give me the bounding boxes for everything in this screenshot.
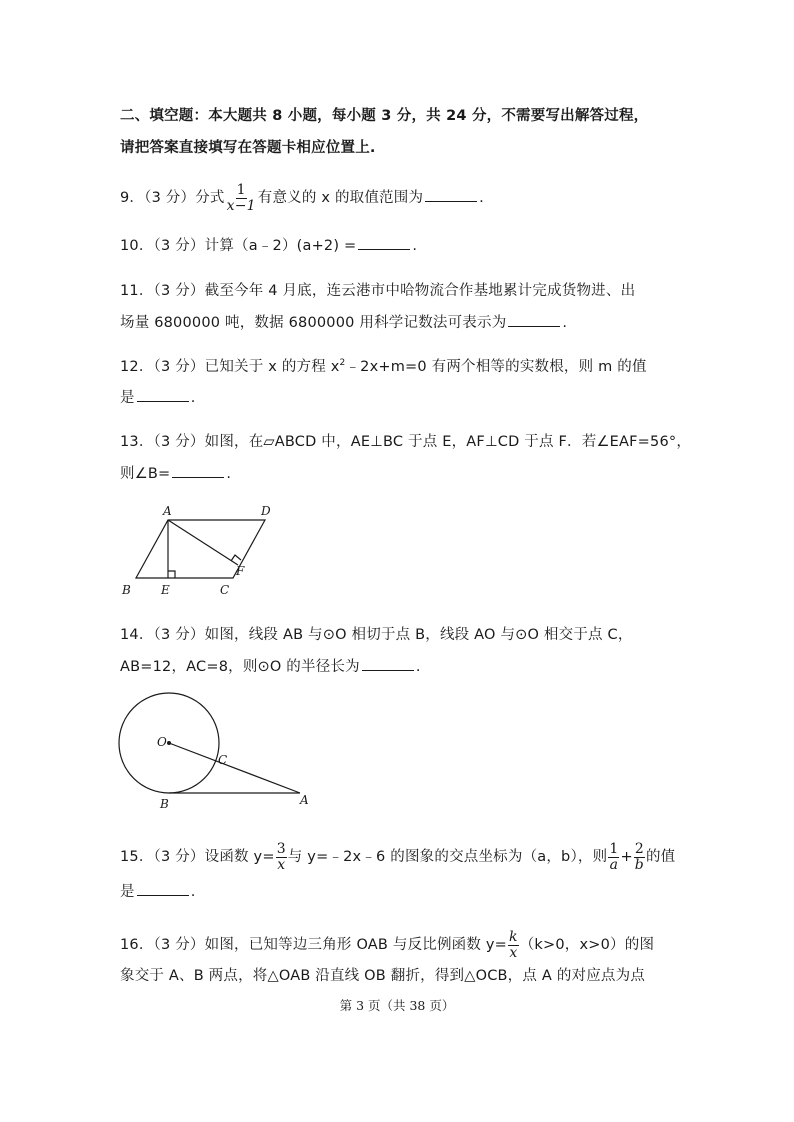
q16-fraction-k-over-x	[508, 930, 519, 960]
question-13-line-1: 13．（3 分）如图，在▱ABCD 中，AE⊥BC 于点 E，AF⊥CD 于点 F．若∠EAF=56°，	[120, 434, 692, 450]
q15-plus: +	[620, 849, 633, 865]
question-15-line-1	[120, 842, 675, 872]
right-angle-mark-f	[231, 555, 241, 561]
q15-fraction-2-over-b	[634, 842, 645, 872]
q15-end: .	[190, 884, 196, 900]
label-b: B	[122, 583, 131, 597]
question-16-line-2: 象交于 A、B 两点，将△OAB 沿直线 OB 翻折，得到△OCB，点 A 的对应点为点	[120, 968, 646, 984]
question-14-line-2	[120, 655, 421, 676]
q14-answer-blank	[362, 669, 414, 671]
label-d: D	[261, 504, 271, 518]
right-angle-mark-e	[168, 571, 175, 578]
q15-line-2-text: 是	[120, 884, 135, 900]
q10-answer-blank	[358, 248, 410, 250]
question-16-line-1	[120, 930, 654, 960]
q15-f1-numerator: 3	[276, 841, 286, 857]
q13-end: .	[226, 466, 232, 482]
q11-end: .	[562, 315, 568, 331]
q12-superscript: 2	[339, 358, 346, 369]
q10-text: 10．（3 分）计算（a﹣2）(a+2) =	[120, 238, 357, 254]
q14-circle-tangent-figure	[110, 680, 320, 815]
q16-denominator: x	[509, 945, 518, 961]
q13-answer-blank	[172, 476, 224, 478]
q15-f2-denominator: a	[609, 857, 619, 873]
q10-end: .	[412, 238, 418, 254]
q13-line-2-text: 则∠B=	[120, 466, 171, 482]
q9-numerator: 1	[236, 182, 246, 198]
q12-text-b: ﹣2x+m=0 有两个相等的实数根，则 m 的值	[345, 359, 647, 375]
q9-text: 有意义的 x 的取值范围为	[257, 190, 424, 206]
q16-post: （k>0，x>0）的图	[519, 937, 655, 953]
q15-f1-denominator: x	[277, 857, 286, 873]
q12-line-2-text: 是	[120, 390, 135, 406]
q9-end: .	[479, 190, 484, 206]
q14-line-2-text: AB=12，AC=8，则⊙O 的半径长为	[120, 659, 360, 675]
section-heading-line-1: 二、填空题：本大题共 8 小题，每小题 3 分，共 24 分，不需要写出解答过程，	[120, 108, 649, 124]
q15-fraction-3-over-x	[276, 842, 287, 872]
center-point-o	[167, 741, 171, 745]
q15-prefix: 15．（3 分）设函数 y=	[120, 849, 275, 865]
question-10	[120, 234, 417, 255]
section-heading-line-2: 请把答案直接填写在答题卡相应位置上.	[120, 140, 376, 156]
label-a: A	[300, 793, 309, 807]
q15-post: 的值	[645, 849, 676, 865]
q15-answer-blank	[137, 894, 189, 896]
segment-af	[168, 520, 238, 565]
label-c: C	[220, 583, 230, 597]
q9-fraction	[226, 183, 257, 213]
q15-f3-numerator: 2	[634, 841, 644, 857]
q11-answer-blank	[508, 325, 560, 327]
question-15-line-2	[120, 880, 196, 901]
question-9	[120, 183, 484, 213]
page-footer: 第 3 页（共 38 页）	[339, 998, 455, 1013]
q9-answer-blank	[425, 200, 477, 202]
q11-text: 场量 6800000 吨，数据 6800000 用科学记数法可表示为	[120, 315, 507, 331]
q12-answer-blank	[137, 400, 189, 402]
label-f: F	[236, 564, 245, 578]
question-14-line-1: 14．（3 分）如图，线段 AB 与⊙O 相切于点 B，线段 AO 与⊙O 相交于点 C，	[120, 627, 633, 643]
label-b: B	[160, 797, 169, 811]
parallelogram-abcd	[136, 520, 265, 578]
label-e: E	[161, 583, 170, 597]
q12-text-a: 12．（3 分）已知关于 x 的方程 x	[120, 359, 340, 375]
label-o: O	[157, 735, 167, 749]
q13-parallelogram-figure	[110, 500, 290, 605]
q15-f2-numerator: 1	[609, 841, 619, 857]
q14-end: .	[415, 659, 421, 675]
q15-f3-denominator: b	[634, 857, 644, 873]
q12-end: .	[190, 390, 196, 406]
question-12-line-2	[120, 386, 196, 407]
question-11-line-1: 11．（3 分）截至今年 4 月底，连云港市中哈物流合作基地累计完成货物进、出	[120, 283, 636, 299]
q9-prefix: 9．（3 分）分式	[120, 190, 225, 206]
question-12-line-1	[120, 355, 647, 376]
q15-fraction-1-over-a	[608, 842, 619, 872]
question-11-line-2	[120, 311, 567, 332]
q15-middle: 与 y=﹣2x﹣6 的图象的交点坐标为（a，b），则	[287, 849, 608, 865]
label-c: C	[218, 753, 228, 767]
segment-ao	[169, 743, 300, 793]
label-a: A	[163, 504, 172, 518]
q16-numerator: k	[509, 929, 518, 945]
q16-prefix: 16．（3 分）如图，已知等边三角形 OAB 与反比例函数 y=	[120, 937, 508, 953]
q9-denominator: x−1	[226, 198, 256, 214]
question-13-line-2	[120, 462, 231, 483]
